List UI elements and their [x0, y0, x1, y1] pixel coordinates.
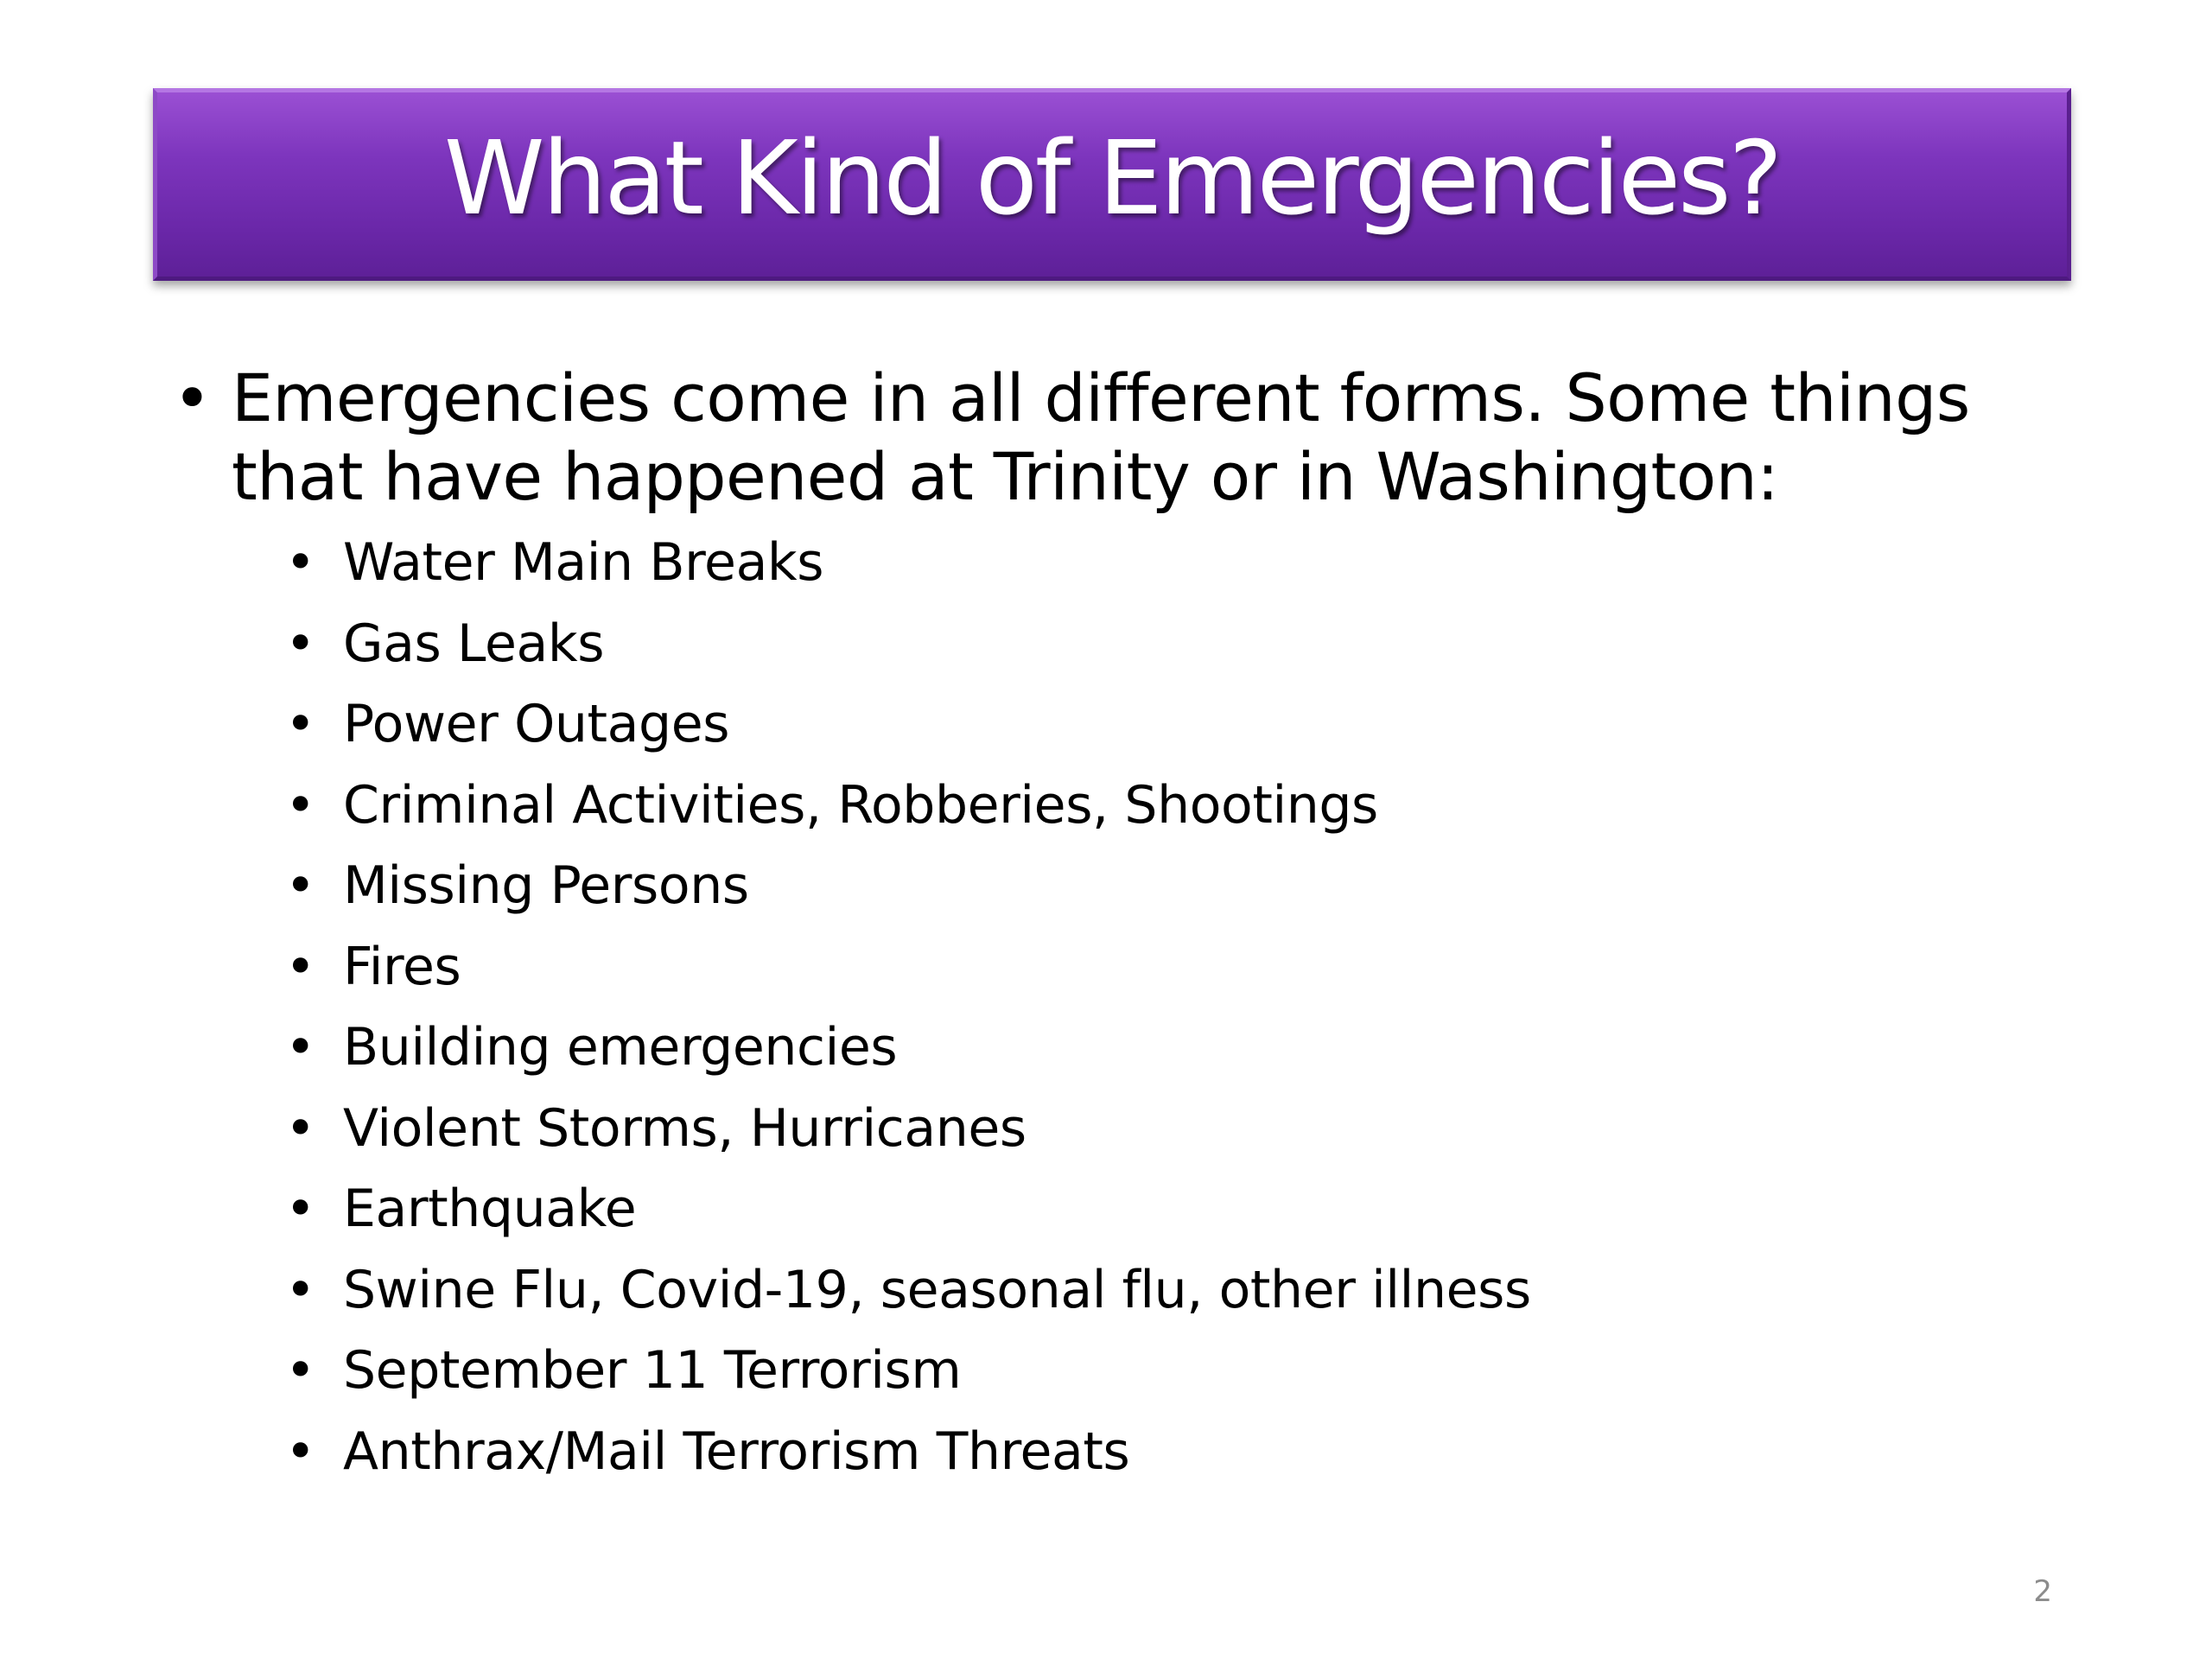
list-item — [285, 1250, 2074, 1332]
bullet-dot-icon: • — [285, 936, 315, 997]
list-item-text: Fires — [343, 936, 461, 997]
emergency-list — [173, 523, 2074, 1492]
bullet-dot-icon: • — [285, 1097, 315, 1159]
page-number: 2 — [2033, 1574, 2052, 1609]
bullet-dot-icon: • — [173, 359, 212, 436]
list-item — [285, 927, 2074, 1008]
bullet-dot-icon: • — [285, 1340, 315, 1401]
list-item — [285, 684, 2074, 766]
list-item — [285, 766, 2074, 847]
list-item-text: Criminal Activities, Robberies, Shootings — [343, 774, 1378, 836]
list-item-text: Violent Storms, Hurricanes — [343, 1097, 1027, 1159]
title-banner — [153, 88, 2071, 281]
list-item — [285, 604, 2074, 685]
list-item-text: Water Main Breaks — [343, 532, 824, 593]
list-item-text: Building emergencies — [343, 1017, 898, 1077]
list-item — [285, 1089, 2074, 1170]
slide-title: What Kind of Emergencies? — [443, 118, 1781, 238]
bullet-dot-icon: • — [285, 1421, 315, 1482]
list-item — [285, 1007, 2074, 1089]
bullet-dot-icon: • — [285, 613, 315, 674]
list-item-text: September 11 Terrorism — [343, 1340, 962, 1401]
list-item — [285, 1331, 2074, 1412]
bullet-dot-icon: • — [285, 694, 315, 754]
bullet-dot-icon: • — [285, 855, 315, 916]
bullet-dot-icon: • — [285, 532, 315, 593]
intro-bullet-text: Emergencies come in all different forms. Some things that have happened at Trinity or in Washington: — [232, 359, 1970, 515]
slide-content — [173, 359, 2074, 1492]
list-item-text: Anthrax/Mail Terrorism Threats — [343, 1421, 1130, 1482]
bullet-dot-icon: • — [285, 1017, 315, 1077]
list-item — [285, 846, 2074, 927]
list-item-text: Gas Leaks — [343, 613, 605, 674]
list-item-text: Earthquake — [343, 1179, 637, 1239]
bullet-dot-icon: • — [285, 1259, 315, 1320]
bullet-dot-icon: • — [285, 1179, 315, 1239]
list-item — [285, 1412, 2074, 1493]
list-item — [285, 1169, 2074, 1250]
list-item-text: Swine Flu, Covid-19, seasonal flu, other illness — [343, 1259, 1531, 1320]
list-item — [285, 523, 2074, 604]
list-item-text: Power Outages — [343, 694, 730, 754]
intro-bullet — [173, 359, 2074, 516]
bullet-dot-icon: • — [285, 774, 315, 836]
list-item-text: Missing Persons — [343, 855, 749, 916]
